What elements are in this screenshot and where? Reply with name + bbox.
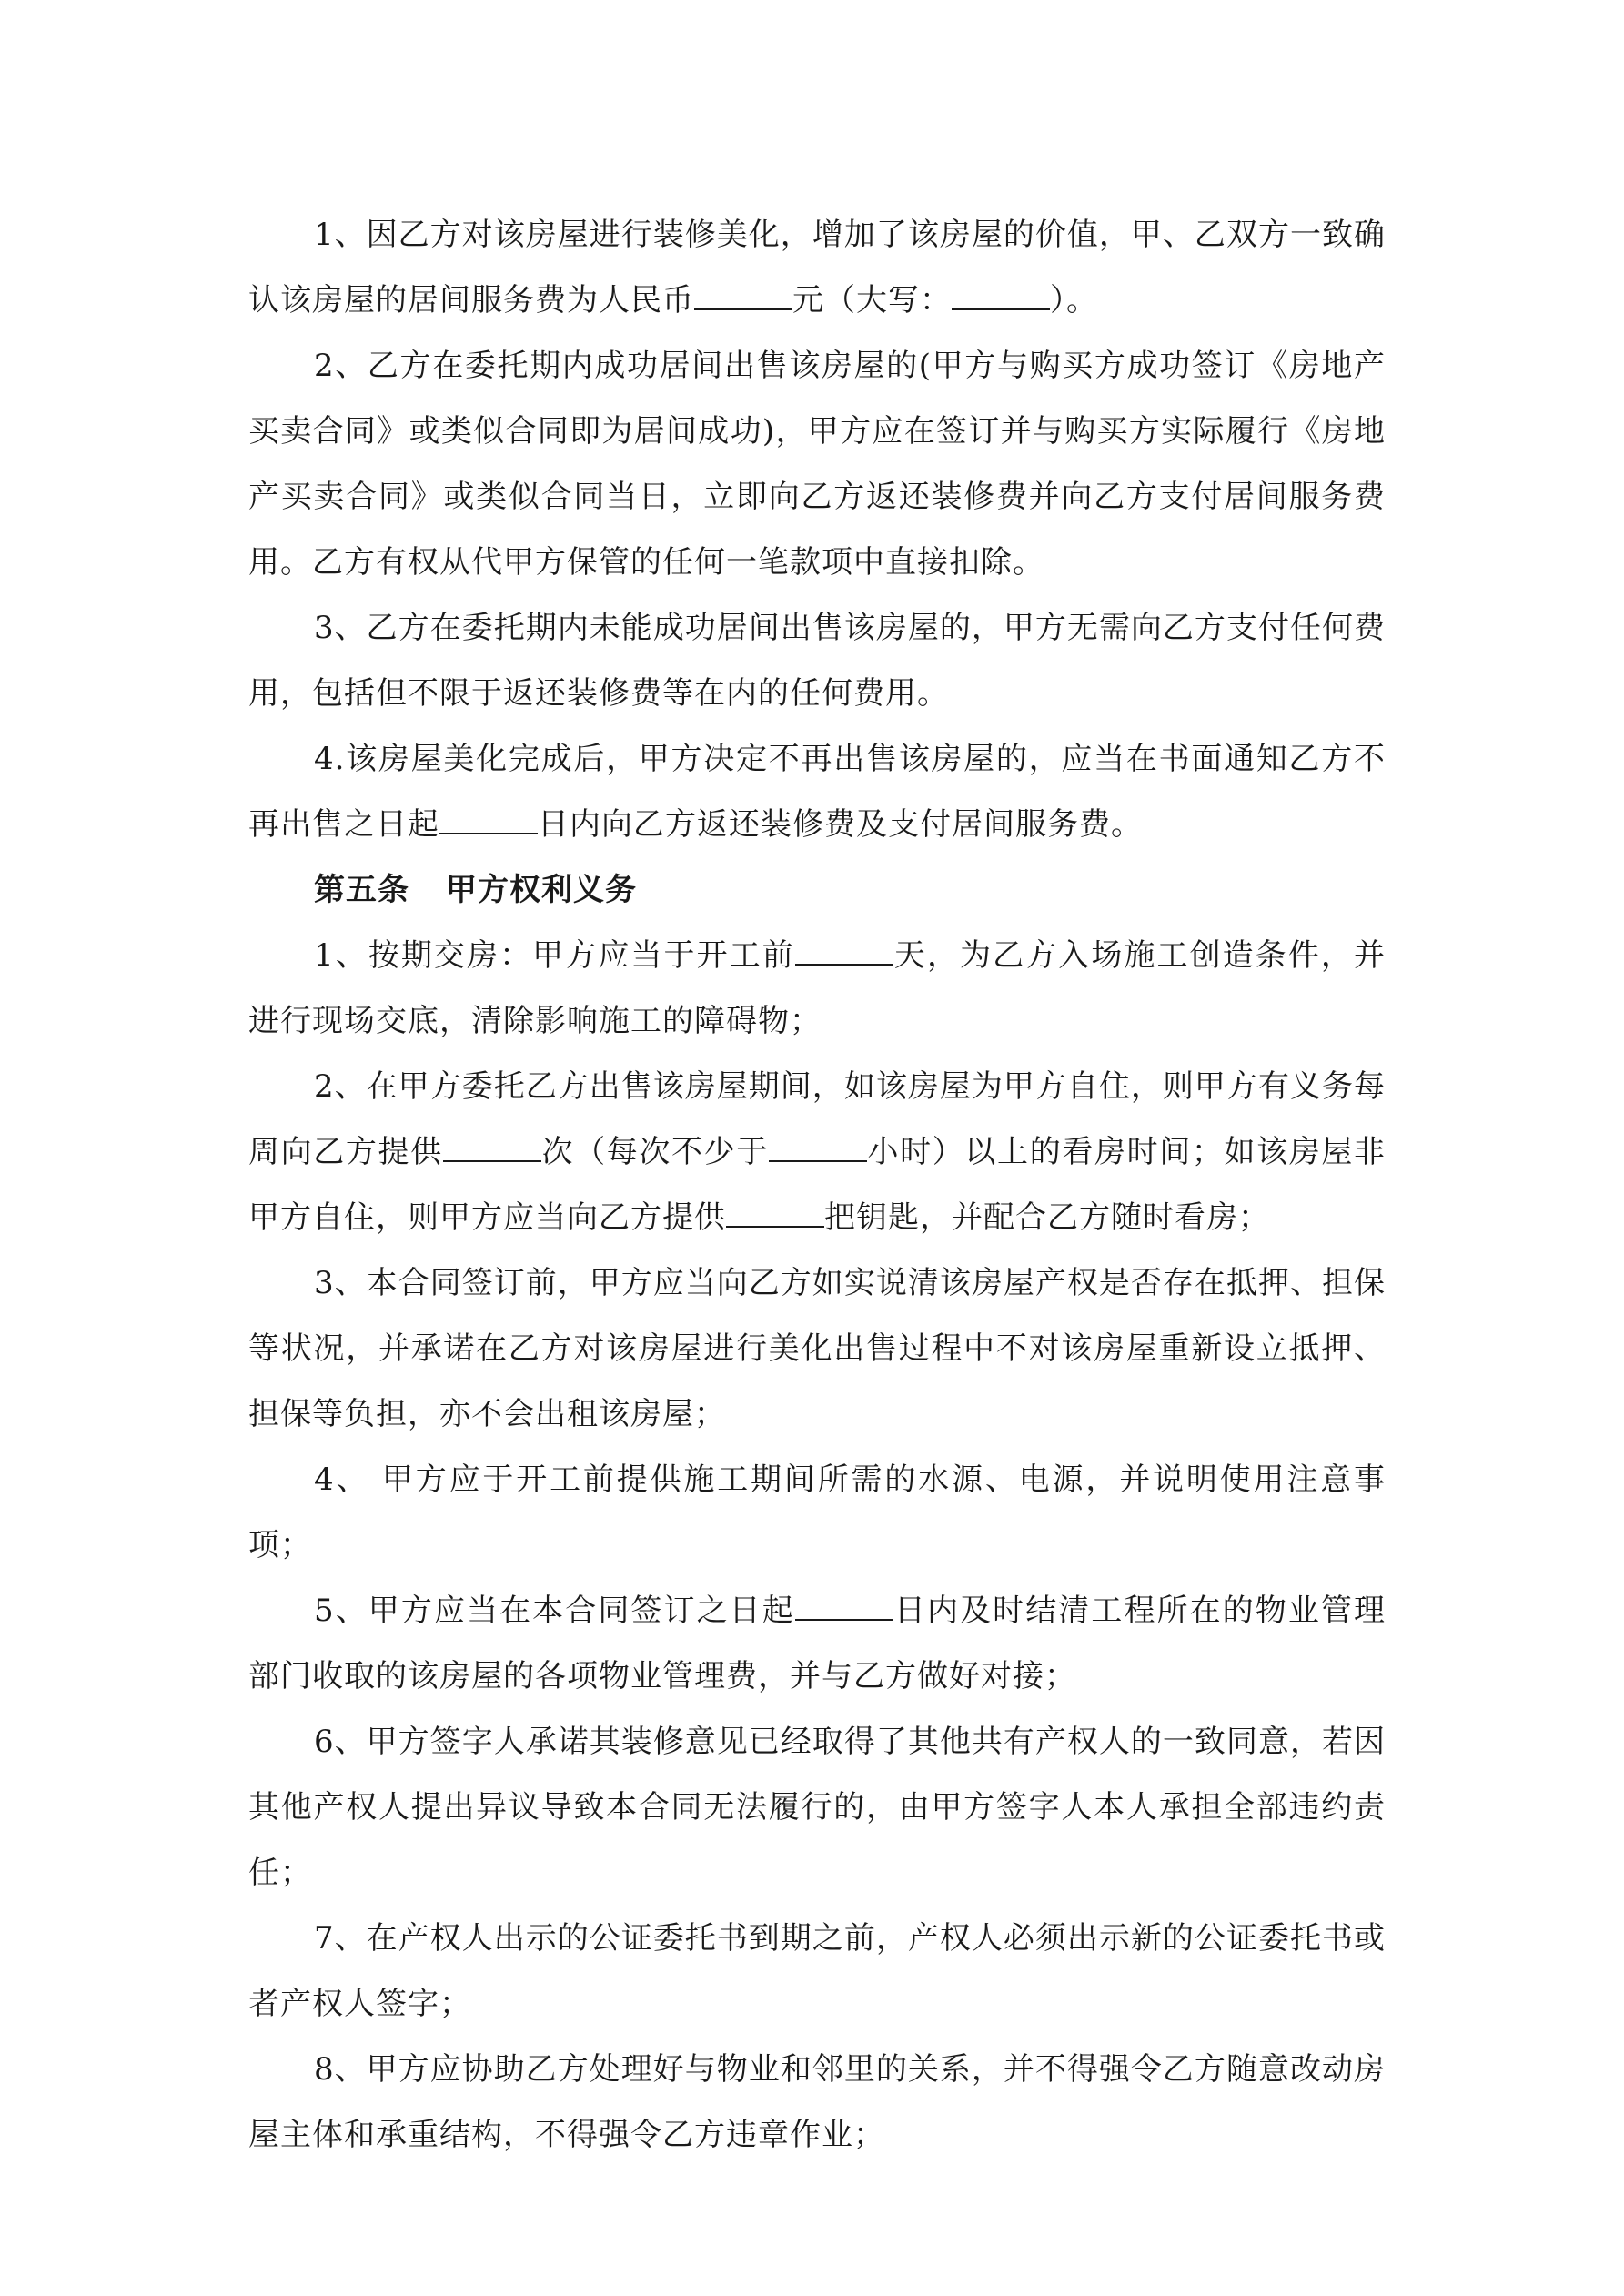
article-number: 第五条: [314, 872, 409, 908]
obligation-7: [248, 1906, 1386, 2037]
obligation-1: [248, 923, 1386, 1054]
obligation-5: [248, 1578, 1386, 1709]
paragraph-text: 3、乙方在委托期内未能成功居间出售该房屋的，甲方无需向乙方支付任何费用，包括但不限于返还装修费等在内的任何费用。: [248, 610, 1386, 712]
article-title: 甲方权利义务: [446, 872, 637, 908]
article-heading: [248, 857, 1386, 923]
document-body: [248, 202, 1386, 2168]
paragraph-text: 4.该房屋美化完成后，甲方决定不再出售该房屋的，应当在书面通知乙方不再出售之日起: [248, 741, 1386, 843]
paragraph-unsuccessful-sale: [248, 595, 1386, 726]
paragraph-text: 天，为乙方入场施工创造条件，并进行现场交底，清除影响施工的障碍物；: [248, 937, 1386, 1039]
paragraph-text: 次（每次不少于: [540, 1134, 769, 1170]
paragraph-text: 7、在产权人出示的公证委托书到期之前，产权人必须出示新的公证委托书或者产权人签字；: [248, 1920, 1386, 2022]
blank-field: [952, 283, 1050, 310]
obligation-8: [248, 2037, 1386, 2168]
obligation-4: [248, 1447, 1386, 1578]
paragraph-text: 1、因乙方对该房屋进行装修美化，增加了该房屋的价值，甲、乙双方一致确认该房屋的居间服务费为人民币: [248, 217, 1386, 319]
blank-field: [694, 283, 792, 310]
obligation-2: [248, 1054, 1386, 1250]
obligation-6: [248, 1709, 1386, 1906]
paragraph-text: 2、在甲方委托乙方出售该房屋期间，如该房屋为甲方自住，则甲方有义务每周向乙方提供: [248, 1068, 1386, 1170]
paragraph-text: 6、甲方签字人承诺其装修意见已经取得了其他共有产权人的一致同意，若因其他产权人提出异议导致本合同无法履行的，由甲方签字人本人承担全部违约责任；: [248, 1724, 1386, 1891]
paragraph-text: 5、甲方应当在本合同签订之日起: [314, 1593, 795, 1629]
paragraph-text: 把钥匙，并配合乙方随时看房；: [824, 1199, 1270, 1236]
paragraph-no-longer-selling: [248, 726, 1386, 857]
blank-field: [795, 938, 893, 966]
paragraph-text: 3、本合同签订前，甲方应当向乙方如实说清该房屋产权是否存在抵押、担保等状况，并承诺在乙方对该房屋进行美化出售过程中不对该房屋重新设立抵押、担保等负担，亦不会出租该房屋；: [248, 1265, 1386, 1432]
paragraph-text: 小时）以上的看房时间；如该房屋非甲方自住，则甲方应当向乙方提供: [248, 1134, 1387, 1236]
paragraph-text: ）。: [1050, 282, 1098, 319]
paragraph-text: 4、 甲方应于开工前提供施工期间所需的水源、电源，并说明使用注意事项；: [248, 1462, 1386, 1563]
paragraph-text: 元（大写：: [792, 282, 952, 319]
blank-field: [726, 1200, 824, 1228]
paragraph-text: 日内及时结清工程所在的物业管理部门收取的该房屋的各项物业管理费，并与乙方做好对接；: [248, 1593, 1386, 1694]
paragraph-text: 2、乙方在委托期内成功居间出售该房屋的(甲方与购买方成功签订《房地产买卖合同》或类似合同即为居间成功)，甲方应在签订并与购买方实际履行《房地产买卖合同》或类似合同当日，立即向乙方返还装修费并向乙方支付居间服务费用。乙方有权从代甲方保管的任何一笔款项中直接扣除。: [248, 348, 1386, 581]
blank-field: [439, 807, 538, 834]
paragraph-text: 8、甲方应协助乙方处理好与物业和邻里的关系，并不得强令乙方随意改动房屋主体和承重结构，不得强令乙方违章作业；: [248, 2051, 1386, 2153]
paragraph-successful-sale: [248, 333, 1386, 595]
paragraph-text: 日内向乙方返还装修费及支付居间服务费。: [538, 806, 1143, 843]
obligation-3: [248, 1250, 1386, 1447]
blank-field: [769, 1135, 867, 1162]
blank-field: [795, 1593, 893, 1621]
blank-field: [443, 1135, 541, 1162]
paragraph-text: 1、按期交房：甲方应当于开工前: [314, 937, 795, 974]
paragraph-service-fee: [248, 202, 1386, 333]
